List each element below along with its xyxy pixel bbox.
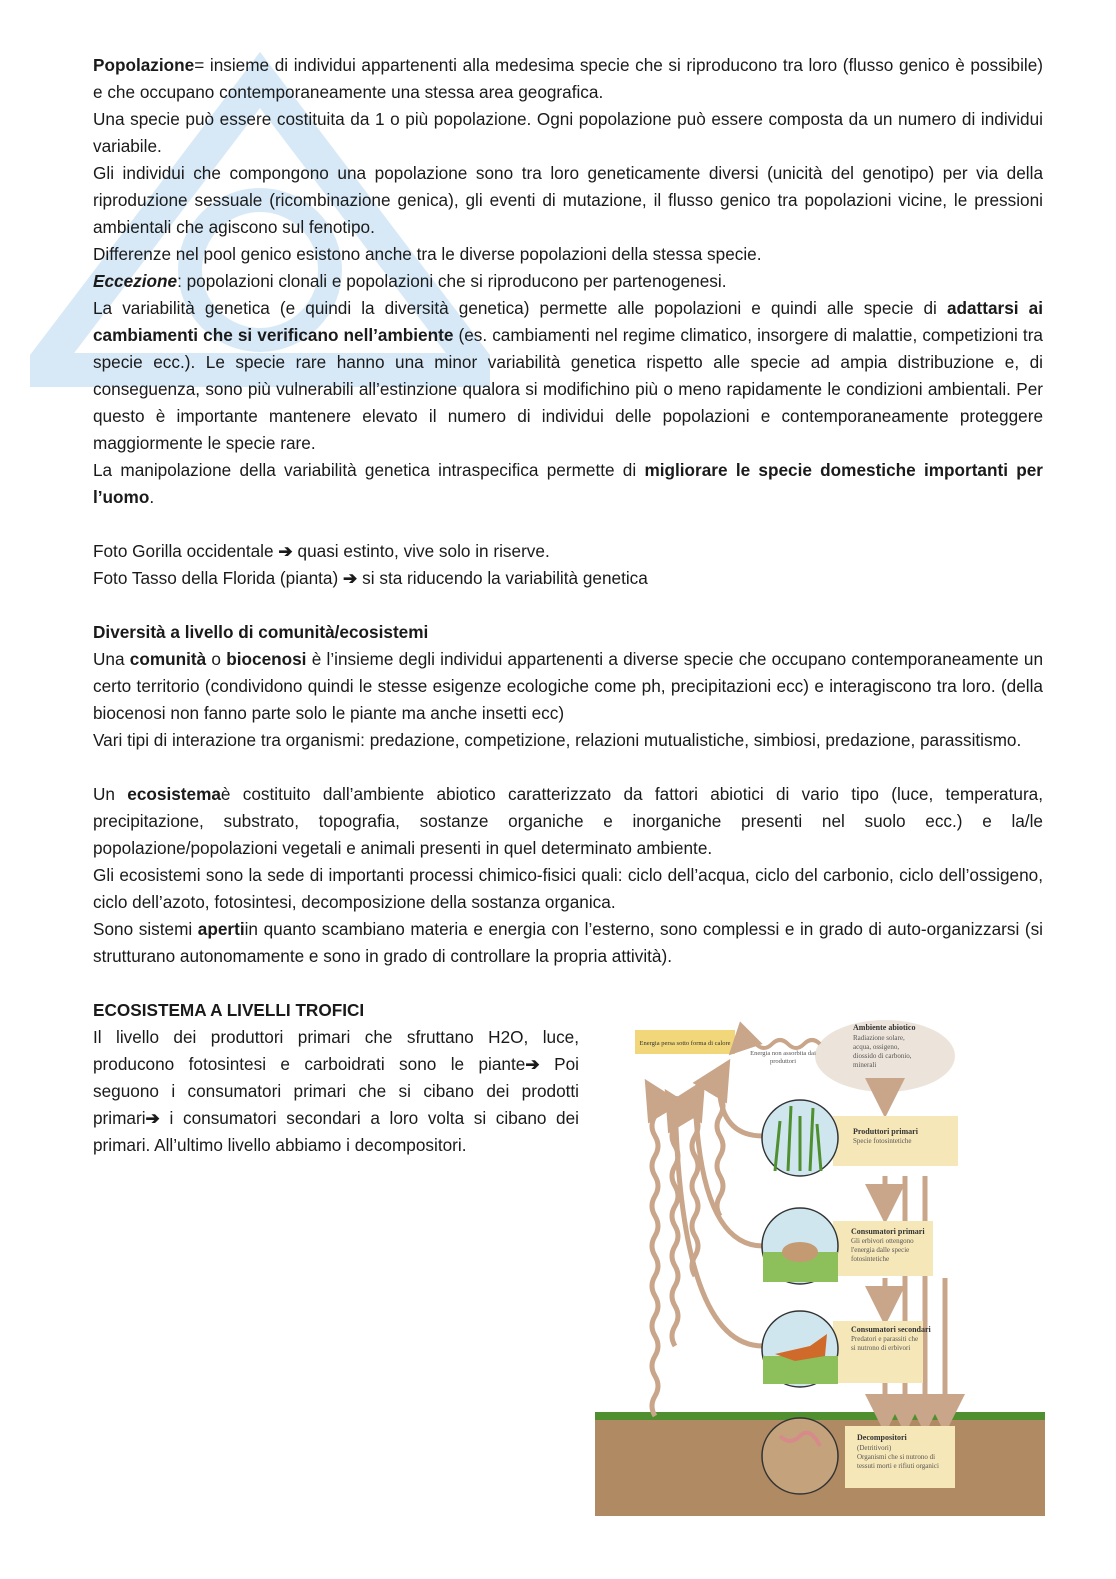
photo-note-gorilla: Foto Gorilla occidentale ➔ quasi estinto, vive solo in riserve. (93, 541, 550, 561)
paragraph-ecosistema: Un ecosistemaè costituito dall’ambiente abiotico caratterizzato da fattori abiotici di vario tipo (luce, temperatura, precipitazione, substrato, topografia, sostanze organiche e inorganiche presenti nel suolo ecc.) e la/le popolazione/popolazioni vegetali e animali presenti in quel determinato ambiente. (93, 784, 1044, 858)
energy-flow-line (720, 1096, 763, 1136)
unabsorbed-energy-arrow (740, 1040, 820, 1048)
paragraph-comunita: Una comunità o biocenosi è l’insieme degli individui appartenenti a diverse specie che occupano contemporaneamente un certo territorio (condividono quindi le stesse esigenze ecologiche come ph, precipitazioni ecc) e interagiscono tra loro. (della biocenosi non fanno parte solo le piante ma anche insetti ecc) (93, 649, 1043, 723)
heat-label: Energia persa sotto forma di calore (639, 1040, 731, 1047)
paragraph-individui: Gli individui che compongono una popolazione sono tra loro geneticamente diversi (unicità del genotipo) per via della riproduzione sessuale (ricombinazione genica), gli eventi di mutazione, il flusso genico tra popolazioni vicine, le pressioni ambientali che agiscono sul fenotipo. (93, 163, 1043, 237)
grass-line (595, 1412, 1045, 1420)
paragraph-eccezione: Eccezione: popolazioni clonali e popolazioni che si riproducono per partenogenesi. (93, 271, 727, 291)
paragraph-processi: Gli ecosistemi sono la sede di importanti processi chimico-fisici quali: ciclo dell’acqua, ciclo del carbonio, ciclo dell’ossigeno, ciclo dell’azoto, fotosintesi, decomposizione della sostanza organica. (93, 865, 1043, 912)
producers-level: Produttori primari Specie fotosintetiche (762, 1100, 958, 1176)
paragraph-manipolazione: La manipolazione della variabilità genetica intraspecifica permette di migliorare le specie domestiche importanti per l’uomo. (93, 460, 1043, 507)
trophic-levels-diagram (595, 1016, 1045, 1516)
svg-text:Consumatori primari: Consumatori primari (851, 1227, 925, 1236)
term-eccezione: Eccezione (93, 271, 178, 291)
paragraph-variabilita: La variabilità genetica (e quindi la diversità genetica) permette alle popolazioni e quindi alle specie di adattarsi ai cambiamenti che si verificano nell’ambiente (es. cambiamenti nel regime climatico, insorgere di malattie, competizioni tra specie ecc.). Le specie rare hanno una minor variabilità genetica rispetto alle specie ad ampia distribuzione e, di conseguenza, sono più vulnerabili all’estinzione qualora si modifichino più o meno rapidamente le condizioni ambientali. Per questo è importante mantenere elevato il numero di individui delle popolazioni e contemporaneamente proteggere maggiormente le specie rare. (93, 298, 1043, 453)
paragraph-popolazione: Popolazione= insieme di individui appartenenti alla medesima specie che si riproducono tra loro (flusso genico è possibile) e che occupano contemporaneamente una stessa area geografica. (93, 55, 1043, 102)
arrow-icon: ➔ (342, 568, 358, 588)
decomposers-level: Decompositori (Detritivori) Organismi che si nutrono di tessuti morti e rifiuti organici (762, 1418, 955, 1494)
trophic-section (93, 997, 579, 1159)
document-body (93, 52, 1043, 1159)
paragraph-sistemi-aperti: Sono sistemi apertiin quanto scambiano materia e energia con l’esterno, sono complessi e in grado di auto-organizzarsi (si strutturano autonomamente e sono in grado di controllare la propria attività). (93, 919, 1044, 966)
unabsorbed-label: Energia non assorbita dai produttori (750, 1050, 816, 1065)
abiotic-text: Radiazione solare, acqua, ossigeno, diossido di carbonio, minerali (853, 1034, 912, 1069)
secondary-consumers-level: Consumatori secondari Predatori e parassiti che si nutrono di erbivori (762, 1311, 932, 1387)
svg-text:Decompositori: Decompositori (857, 1433, 907, 1442)
paragraph-pool-genico: Differenze nel pool genico esistono anche tra le diverse popolazioni della stessa specie. (93, 244, 762, 264)
svg-text:Produttori primari: Produttori primari (853, 1127, 918, 1136)
arrow-icon: ➔ (145, 1108, 160, 1128)
worm-icon (762, 1418, 838, 1494)
heading-livelli-trofici: ECOSISTEMA A LIVELLI TROFICI (93, 1000, 365, 1020)
paragraph-livelli-trofici: Il livello dei produttori primari che sfruttano H2O, luce, producono fotosintesi e carboidrati sono le piante➔ Poi seguono i consumatori primari che si cibano dei prodotti primari➔ i consumatori secondari a loro volta si cibano dei primari. All’ultimo livello abbiamo i decompositori. (93, 1027, 579, 1155)
arrow-icon: ➔ (278, 541, 293, 561)
primary-consumers-level: Consumatori primari Gli erbivori ottengono l'energia dalle specie fotosintetiche (762, 1208, 933, 1284)
paragraph-specie: Una specie può essere costituita da 1 o più popolazione. Ogni popolazione può essere composta da un numero di individui variabile. (93, 109, 1043, 156)
svg-text:(Detritivori): (Detritivori) (857, 1444, 892, 1452)
arrow-icon: ➔ (525, 1054, 540, 1074)
photo-note-tasso: Foto Tasso della Florida (pianta) ➔ si sta riducendo la variabilità genetica (93, 568, 648, 588)
term-popolazione: Popolazione (93, 55, 195, 75)
heading-comunita: Diversità a livello di comunità/ecosistemi (93, 622, 429, 642)
abiotic-title: Ambiente abiotico (853, 1023, 916, 1032)
heat-arrow (652, 1096, 658, 1416)
svg-text:Consumatori secondari: Consumatori secondari (851, 1325, 931, 1334)
paragraph-interazioni: Vari tipi di interazione tra organismi: predazione, competizione, relazioni mutualistiche, simbiosi, predazione, parassitismo. (93, 730, 1022, 750)
